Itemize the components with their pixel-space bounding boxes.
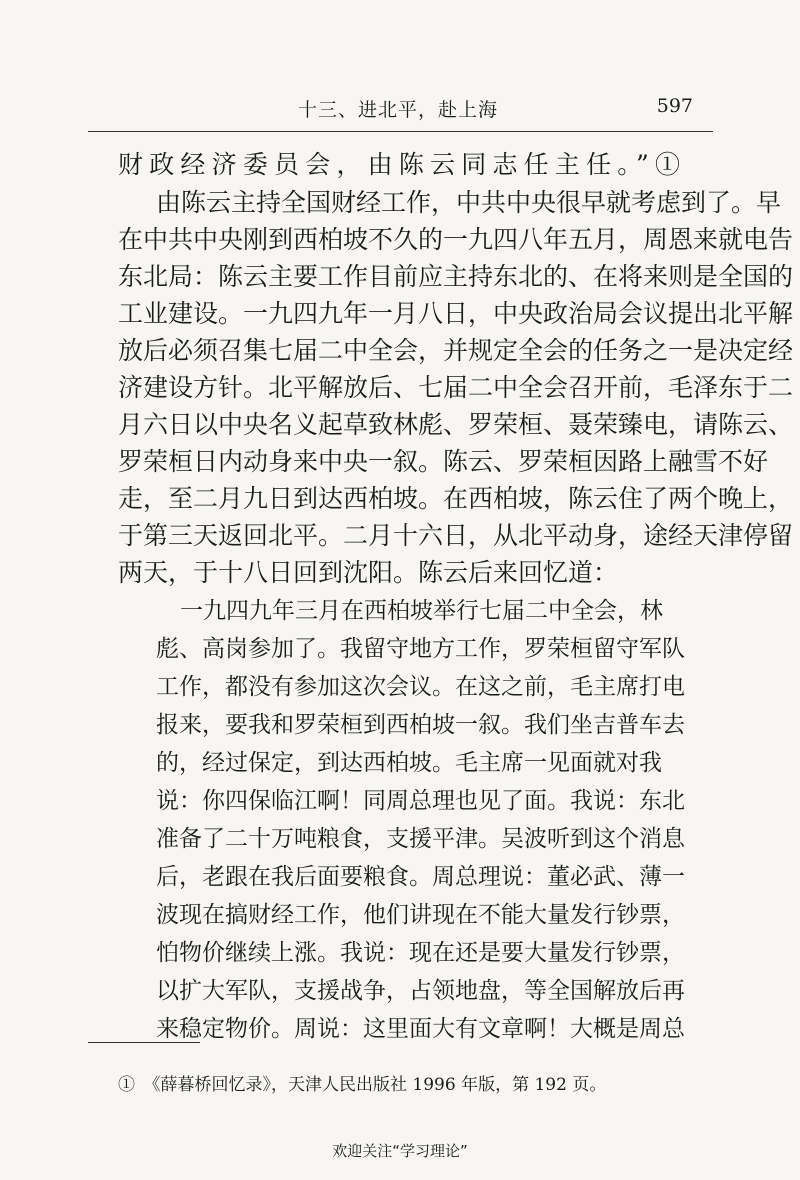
chapter-title: 十三、进北平，赴上海 <box>298 99 499 121</box>
running-header <box>88 95 713 132</box>
footnote-divider <box>88 1042 200 1043</box>
quote-line: 的，经过保定，到达西柏坡。毛主席一见面就对我 <box>156 750 662 776</box>
body-line: 走，至二月九日到达西柏坡。在西柏坡，陈云住了两个晚上， <box>118 484 794 513</box>
body-line: 于第三天返回北平。二月十六日，从北平动身，途经天津停留 <box>118 521 794 550</box>
quote-line: 来稳定物价。周说：这里面大有文章啊！大概是周总 <box>156 1016 685 1042</box>
quote-line: 后，老跟在我后面要粮食。周总理说：董必武、薄一 <box>156 864 685 890</box>
quote-line: 以扩大军队，支援战争，占领地盘，等全国解放后再 <box>156 978 685 1004</box>
body-line: 在中共中央刚到西柏坡不久的一九四八年五月，周恩来就电告 <box>118 225 794 254</box>
footnote: ① 《薛暮桥回忆录》，天津人民出版社 1996 年版，第 192 页。 <box>118 1075 607 1095</box>
page-footer: 欢迎关注“学习理论” <box>332 1142 468 1160</box>
quote-line: 怕物价继续上涨。我说：现在还是要大量发行钞票， <box>156 940 685 966</box>
quote-line: 说：你四保临江啊！同周总理也见了面。我说：东北 <box>156 788 685 814</box>
quote-line: 一九四九年三月在西柏坡举行七届二中全会，林 <box>180 598 663 624</box>
body-line: 济建设方针。北平解放后、七届二中全会召开前，毛泽东于二 <box>118 373 794 402</box>
body-line: 罗荣桓日内动身来中央一叙。陈云、罗荣桓因路上融雪不好 <box>118 447 769 476</box>
body-line: 月六日以中央名义起草致林彪、罗荣桓、聂荣臻电，请陈云、 <box>118 410 794 439</box>
quote-line: 准备了二十万吨粮食，支援平津。吴波听到这个消息 <box>156 826 685 852</box>
body-line: 东北局：陈云主要工作目前应主持东北的、在将来则是全国的 <box>118 262 794 291</box>
page-number: 597 <box>656 95 693 117</box>
quote-line: 彪、高岗参加了。我留守地方工作，罗荣桓留守军队 <box>156 636 685 662</box>
quote-line: 报来，要我和罗荣桓到西柏坡一叙。我们坐吉普车去 <box>156 712 685 738</box>
body-line: 放后必须召集七届二中全会，并规定全会的任务之一是决定经 <box>118 336 794 365</box>
quote-line: 工作，都没有参加这次会议。在这之前，毛主席打电 <box>156 674 685 700</box>
quote-line: 波现在搞财经工作，他们讲现在不能大量发行钞票， <box>156 902 685 928</box>
body-line: 两天，于十八日回到沈阳。陈云后来回忆道： <box>118 558 619 587</box>
body-line: 由陈云主持全国财经工作，中共中央很早就考虑到了。早 <box>156 188 782 217</box>
body-line: 工业建设。一九四九年一月八日，中央政治局会议提出北平解 <box>118 299 794 328</box>
body-line: 财政经济委员会，由陈云同志任主任。”① <box>118 150 680 179</box>
